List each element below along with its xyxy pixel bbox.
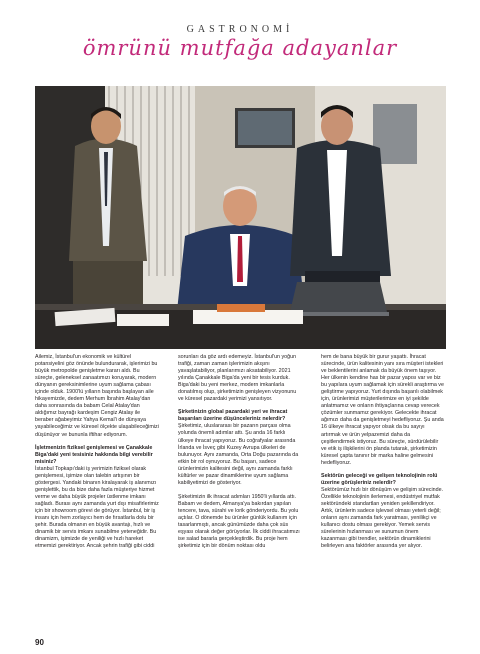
question-heading: Sektörün geleceği ve gelişen teknolojinin rolü üzerine görüşleriniz nelerdir? bbox=[321, 472, 438, 486]
page-header bbox=[0, 0, 480, 80]
article-title: ömrünü mutfağa adayanlar bbox=[82, 36, 398, 60]
article-photo bbox=[35, 86, 446, 349]
page-number: 90 bbox=[35, 638, 44, 647]
section-kicker: GASTRONOMİ bbox=[186, 24, 294, 35]
paragraph: Ailemiz, İstanbul'un ekonomik ve kültürel potansiyelini göz önünde bulundurarak, işlerimizi bu büyük metropolde genişletme kararı aldı. Bu süreçte, geleneksel zanaatımızı koruyarak, modern dünyanın gereksinimlerine uyum sağlama çabası içinde olduk. 1900'lü yılların başında başlayan aile hikayemizde, dedem Merhum İbrahim Atalay'dan daha sonrasında da babam Celal Atalay'dan aldığımız bayrağı kardeşim Cengiz Atalay ile beraber ağabeyimiz Yahya Kemal'i de dünyaya yayabileceğimiz ve küresel ölçekte ulaşabileceğimizi düşünüyor ve bununla iftihar ediyorum. bbox=[35, 354, 159, 438]
text-column-1 bbox=[35, 354, 159, 550]
text-column-3 bbox=[321, 354, 445, 550]
text-column-2 bbox=[178, 354, 302, 550]
paragraph: sorunları da göz ardı edemeyiz. İstanbul'un yoğun trafiği, zaman zaman işlerimizin akışını yavaşlatabiliyor, planlarımızı aksatabiliyor. 2021 yılında Çanakkale Biga'da yeni bir tesis kurduk. Biga'daki bu yeni merkez, modern imkanlarla donatılmış olup, şirketimizin genişleyen vizyonunu ve küresel pazardaki yerimizi yansıtıyor. bbox=[178, 354, 297, 403]
paragraph: Şirketimiz, uluslararası bir pazarın parçası olma yolunda önemli adımlar attı. Şu anda 16 farklı ülkeye ihracat yapıyoruz. Bu coğrafyalar arasında İrlanda ve İsveç gibi Kuzey Avrupa ülkeleri de bulunuyor. Aynı zamanda, Orta Doğu pazarında da etkin bir rol oynuyoruz. Bu başarı, sadece ürünlerimizin kalitesini değil, aynı zamanda farklı kültürler ve pazar dinamiklerine uyum sağlama kabiliyetimizi de gösteriyor. bbox=[178, 423, 299, 486]
article-body bbox=[35, 354, 446, 638]
question-heading: Şirketinizin global pazardaki yeri ve ihracat başarıları üzerine düşünceleriniz nelerdir? bbox=[178, 409, 288, 423]
question-heading: İşletmenizin fiziksel genişlemesi ve Çanakkale Biga'daki yeni tesisiniz hakkında bilgi verebilir misiniz? bbox=[35, 444, 153, 465]
paragraph: İstanbul Topkapı'daki iş yerimizin fiziksel olarak genişlemesi, işimize olan talebin artışının bir göstergesi. Yandaki binanın kiralayarak iş alanımızı genişlettik, bu da bize daha fazla müşteriye hizmet verme ve daha büyük projeler üstlenme imkanı sağladı. Burası aynı zamanda yurt dışı misafirlerimiz için bir showroom görevi de görüyor. İstanbul, bir iş insanı için hem zorlayıcı hem de fırsatlarla dolu bir şehir. Burada olmanın en büyük avantajı, hızlı ve dinamik bir servis imkanı sunabilme yeteneğidir. Bu dinamizm, işimizde de yeniliği ve hızlı hareket etmemizi gerektiriyor. Ancak şehrin trafiği gibi ciddi bbox=[35, 465, 159, 550]
paragraph: Sektörümüz hızlı bir dönüşüm ve gelişim sürecinde. Özellikle teknolojinin ilerlemesi, endüstriyel mutfak sektöründeki standartları yeniden şekillendiriyor. Artık, ürünlerin sadece işlevsel olması yeterli değil; onların aynı zamanda fark yaratması, yenilikçi ve kullanıcı dostu olması gerekiyor. Yemek servis sürelerinin hızlanması ve sunumun önem kazanması gibi trendler, sektörün dinamiklerini belirleyen ana faktörler arasında yer alıyor. bbox=[321, 486, 444, 550]
paragraph: hem de bana büyük bir gurur yaşattı. İhracat sürecinde, ürün kalitesinin yanı sıra müşteri istekleri ve beklentilerini anlamak da büyük önem taşıyor. Her ülkenin kendine has bir pazar yapısı var ve biz bu yapılara uyum sağlamak için sürekli araştırma ve geliştirme yapıyoruz. Yurt dışında başarılı olabilmek için, ürünlerimizi müşterilerimize en iyi şekilde anlatmamız ve onların ihtiyaçlarına cevap verecek çözümler sunmamız gerekiyor. Gelecekte ihracat ağımızı daha da genişletmeyi hedefliyoruz. Şu anda 16 ülkeye ihracat yapıyor olsak da bu sayıyı artırmak ve ürün yelpazemizi daha da çeşitlendirmek istiyoruz. Bu süreçte, sürdürülebilir ve etik iş ilişkilerini ön planda tutarak, şirketimizin küresel çapta tanınır bir marka haline gelmesini hedefliyoruz. bbox=[321, 354, 444, 466]
paragraph: Şirketimizin ilk ihracat adımları 1950'li yıllarda attı. Babam ve dedem, Almanya'ya bakırdan yapılan tencere, tava, sürahi ve lorik gönderiyordu. Bu yolu açtılar. O dönemde bu ürünler günlük kullanım için tasarlanmıştı, ancak günümüzde daha çok süs eşyası olarak değer görüyorlar. İlk ciddi ihracatımızı ise salad bararla gerçekleştirdik. Bu proje hem şirketimiz için bir dönüm noktası oldu bbox=[178, 493, 300, 550]
